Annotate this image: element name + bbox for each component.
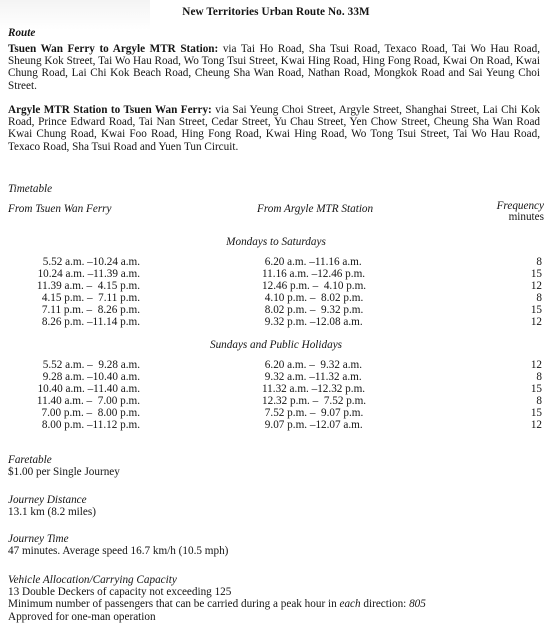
journey-time-text: 47 minutes. Average speed 16.7 km/h (10.5 mph)	[8, 545, 229, 558]
ferry-time: 10.40 a.m. –11.40 a.m.	[37, 383, 140, 395]
col-header-frequency: Frequency	[496, 200, 544, 212]
mtr-time: 11.32 a.m. –12.32 p.m.	[262, 383, 366, 395]
ferry-time: 11.40 a.m. – 7.00 p.m.	[36, 395, 140, 407]
mtr-time: 7.52 p.m. – 9.07 p.m.	[262, 407, 364, 419]
table-row	[8, 371, 544, 383]
vehicle-line-2-post: direction:	[360, 598, 410, 611]
vehicle-line-2-pre: Minimum number of passengers that can be carried during a peak hour in	[8, 598, 340, 611]
journey-distance-heading: Journey Distance	[8, 494, 87, 506]
col-header-frequency-unit: minutes	[508, 211, 544, 223]
journey-distance-text: 13.1 km (8.2 miles)	[8, 506, 96, 519]
route-heading: Route	[8, 27, 36, 39]
mtr-time: 9.32 a.m. –11.32 a.m.	[262, 371, 362, 383]
section-label-sundays: Sundays and Public Holidays	[209, 339, 343, 351]
table-row	[8, 419, 544, 431]
frequency: 12	[530, 316, 542, 328]
frequency: 15	[530, 383, 542, 395]
journey-time-section	[8, 533, 544, 557]
col-header-ferry: From Tsuen Wan Ferry	[8, 203, 112, 215]
journey-distance-section	[8, 494, 544, 518]
journey-time-heading: Journey Time	[8, 533, 69, 545]
mtr-time: 12.46 p.m. – 4.10 p.m.	[262, 280, 367, 292]
vehicle-section	[8, 574, 544, 623]
route-inbound-text: via Sai Yeung Choi Street, Argyle Street, Shanghai Street, Lai Chi Kok Road, Prince Edward Road, Tai Nan Street, Cedar Street, Yu Chau Street, Yen Chow Street, Cheung Sha Wan Road Kwai Chung Road, Kwai Foo Road, Hing Fong Road, Kwai Hing Road, Wo Tong Tsui Street, Tai Wo Hau Road, Texaco Road, Sha Tsui Road and Yuen Tun Circuit.	[8, 104, 540, 153]
mtr-time: 9.32 p.m. –12.08 a.m.	[262, 316, 363, 328]
frequency: 15	[530, 268, 542, 280]
ferry-time: 7.00 p.m. – 8.00 p.m.	[38, 407, 140, 419]
table-row	[8, 280, 544, 292]
mtr-time: 6.20 a.m. –11.16 a.m.	[262, 256, 362, 268]
mtr-time: 11.16 a.m. –12.46 p.m.	[262, 268, 366, 280]
ferry-time: 10.24 a.m. –11.39 a.m.	[37, 268, 140, 280]
faretable-heading: Faretable	[8, 454, 52, 466]
ferry-time: 9.28 a.m. –10.40 a.m.	[39, 371, 140, 383]
frequency: 8	[536, 292, 542, 304]
frequency: 12	[530, 359, 542, 371]
frequency: 8	[536, 395, 542, 407]
table-row	[8, 383, 544, 395]
table-row	[8, 304, 544, 316]
route-outbound-text: via Tai Ho Road, Sha Tsui Road, Texaco Road, Tai Wo Hau Road, Sheung Kok Street, Tai Wo Hau Road, Wo Tong Tsui Street, Kwai Hing Road, Hing Fong Road, Kwai On Road, Kwai Chung Road, Lai Chi Kok Beach Road, Cheung Sha Wan Road, Nathan Road, Mongkok Road and Sai Yeung Choi Street.	[8, 43, 540, 92]
mtr-time: 9.07 p.m. –12.07 a.m.	[262, 419, 363, 431]
ferry-time: 7.11 p.m. – 8.26 p.m.	[39, 304, 140, 316]
passenger-capacity-value: 805	[409, 598, 426, 611]
frequency: 12	[530, 280, 542, 292]
table-row	[8, 359, 544, 371]
mtr-time: 4.10 p.m. – 8.02 p.m.	[262, 292, 364, 304]
ferry-time: 8.26 p.m. –11.14 p.m.	[39, 316, 140, 328]
ferry-time: 11.39 a.m. – 4.15 p.m.	[36, 280, 140, 292]
ferry-time: 5.52 a.m. –10.24 a.m.	[39, 256, 140, 268]
vehicle-line-2-emphasis: each	[339, 598, 361, 611]
vehicle-line-1: 13 Double Deckers of capacity not exceeding 125	[8, 586, 232, 599]
mtr-time: 12.32 p.m. – 7.52 p.m.	[262, 395, 367, 407]
col-header-mtr: From Argyle MTR Station	[257, 203, 374, 215]
table-row	[8, 407, 544, 419]
table-row	[8, 395, 544, 407]
mtr-time: 6.20 a.m. – 9.32 a.m.	[262, 359, 363, 371]
frequency: 12	[530, 419, 542, 431]
vehicle-line-2	[8, 598, 544, 610]
table-row	[8, 256, 544, 268]
page-title: New Territories Urban Route No. 33M	[182, 6, 370, 18]
ferry-time: 4.15 p.m. – 7.11 p.m.	[39, 292, 140, 304]
frequency: 15	[530, 407, 542, 419]
vehicle-line-3: Approved for one-man operation	[8, 610, 156, 623]
faretable-text: $1.00 per Single Journey	[8, 466, 120, 479]
route-outbound	[8, 43, 540, 92]
route-inbound	[8, 104, 540, 153]
timetable-heading: Timetable	[8, 183, 53, 195]
route-outbound-name: Tsuen Wan Ferry to Argyle MTR Station:	[8, 43, 219, 55]
frequency: 15	[530, 304, 542, 316]
frequency: 8	[536, 256, 542, 268]
ferry-time: 5.52 a.m. – 9.28 a.m.	[39, 359, 140, 371]
vehicle-heading: Vehicle Allocation/Carrying Capacity	[8, 574, 177, 586]
table-row	[8, 268, 544, 280]
table-row	[8, 292, 544, 304]
section-label-weekdays: Mondays to Saturdays	[226, 236, 326, 248]
faretable-section	[8, 454, 544, 478]
ferry-time: 8.00 p.m. –11.12 p.m.	[39, 419, 140, 431]
frequency: 8	[536, 371, 542, 383]
mtr-time: 8.02 p.m. – 9.32 p.m.	[262, 304, 364, 316]
route-inbound-name: Argyle MTR Station to Tsuen Wan Ferry:	[8, 104, 212, 116]
table-row	[8, 316, 544, 328]
